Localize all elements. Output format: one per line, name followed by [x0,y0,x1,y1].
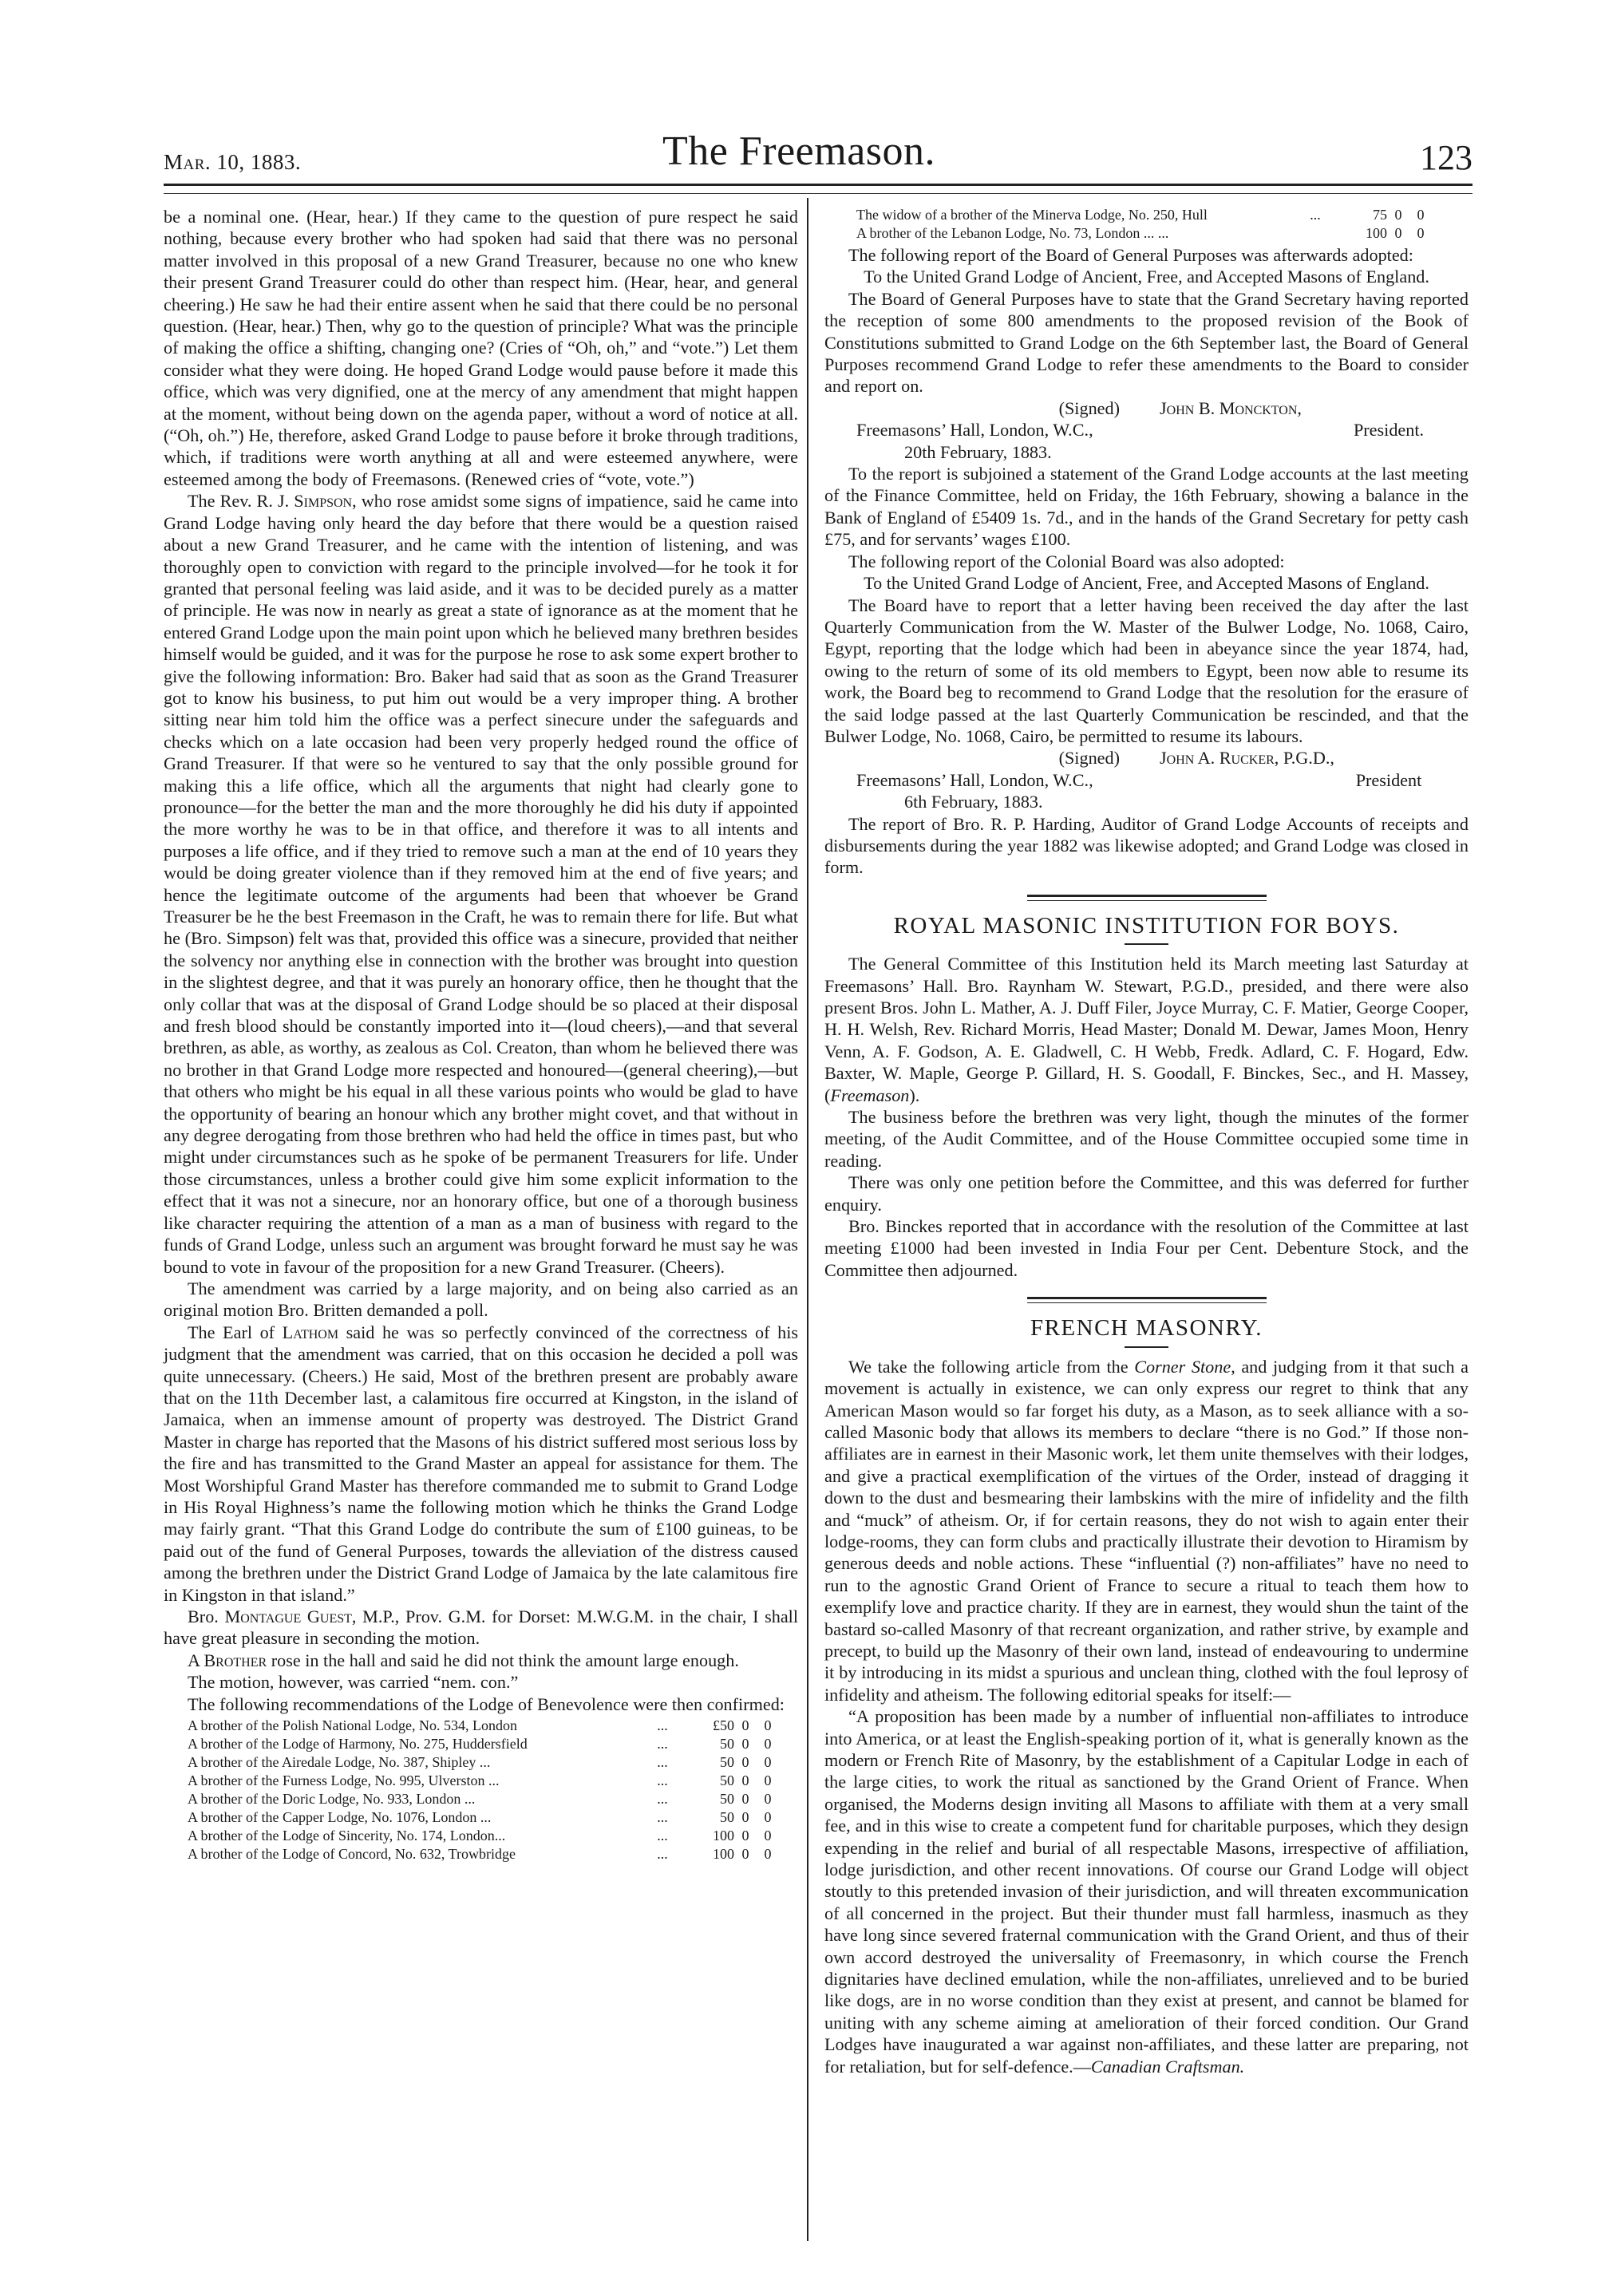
grant-row: A brother of the Airedale Lodge, No. 387, Shipley ... ... 50 0 0 [188,1754,772,1771]
benevolence-grants-list [188,1717,798,1863]
paragraph: We take the following article from the Corner Stone, and judging from it that such a movement is actually in existence, we can only express our regret to think that any American Mason would so far forget his duty, as a Mason, as to seek alliance with a so-called Masonic body that allows its members to declare “there is no God.” If those non-affiliates are in earnest in their Masonic work, let them unite themselves with their lodges, and give a practical exemplification of the virtues of the Order, instead of dragging it down to the dust and besmearing their lambskins with the mire of infidelity and the filth and “muck” of atheism. Or, if for certain reasons, they do not wish to again enter their lodge-rooms, they can form clubs and practically illustrate their devotion to Hiramism by generous deeds and noble actions. These “influential (?) non-affiliates” have no need to run to the agnostic Grand Orient of France to secure a ritual to teach them how to exemplify love and practice charity. If they are in earnest, they would shun the taint of the bastard so-called Masonry of that recreant organization, and rather strive, by example and precept, to build up the Masonry of their own land, instead of endeavouring to undermine it by introducing in its midst a spurious and unclean thing, clothed with the foul leprosy of infidelity and atheism. The following editorial speaks for itself:— [824,1356,1469,1705]
paragraph: There was only one petition before the Committee, and this was deferred for further enquiry. [824,1172,1469,1215]
masthead [164,128,1473,184]
report-address: To the United Grand Lodge of Ancient, Free, and Accepted Masons of England. [864,267,1429,287]
speaker-name: Lathom [282,1322,339,1342]
section-heading-french-masonry: FRENCH MASONRY. [1030,1315,1263,1342]
grant-row: The widow of a brother of the Minerva Lodge, No. 250, Hull ... 75 0 0 [856,207,1425,223]
report-address: To the United Grand Lodge of Ancient, Free, and Accepted Masons of England. [864,573,1429,594]
quoted-editorial: “A proposition has been made by a number of influential non-affiliates to introduce into America, or at least the English-speaking portion of it, what is generally known as the modern or French Rite of Masonry, by the establishment of a Capitular Lodge in each of the large cities, to work the ritual as sanctioned by the Grand Orient of France. When organised, the Moderns design inviting all Masons to affiliate with them at a very small fee, and in this wise to create a competent fund for charitable purposes, which they design expending in the relief and burial of all respectable Masons, irrespective of affiliation, lodge jurisdiction, and other recent innovations. Of course our Grand Lodge will object stoutly to this pretended invasion of their jurisdiction, and will threaten excommunication of all concerned in the project. But their thunder must fall harmless, inasmuch as they have long since severed fraternal communication with the Grand Orient, and thus of their own accord destroyed the universality of Freemasonry, in which course the French dignitaries have declined emulation, while the non-affiliates, unrelieved and to be buried like dogs, are in no worse condition than they exist at present, and cannot be blamed for uniting with any scheme aiming at amelioration of their forced condition. Our Grand Lodges have inaugurated a war against non-affiliates, and these latter are preparing, not for retaliation, but for self-defence.—Canadian Craftsman. [824,1706,1469,2077]
publication-title: The Freemason. [662,128,936,174]
grant-row: A brother of the Lodge of Concord, No. 632, Trowbridge ... 100 0 0 [188,1846,772,1863]
date-line: 20th February, 1883. [904,441,1052,462]
grant-row: A brother of the Doric Lodge, No. 933, London ... ... 50 0 0 [188,1791,772,1808]
grant-row: A brother of the Polish National Lodge, No. 534, London ... £50 0 0 [188,1717,772,1734]
masthead-rule [164,184,1473,186]
grant-row: A brother of the Capper Lodge, No. 1076, London ... ... 50 0 0 [188,1809,772,1826]
signatory-name: John B. Monckton, [1160,397,1302,418]
paragraph-lathom: The Earl of Lathom said he was so perfectly convinced of the correctness of his judgment that the amendment was carried, that on this occasion he decided a poll was quite unnecessary. (Cheers.) He said, Most of the brethren present are probably aware that on the 11th December last, a calamitous fire occurred at Kingston, in the island of Jamaica, when an immense amount of property was destroyed. The District Grand Master in charge has reported that the Masons of his district suffered most serious loss by the fire and has transmitted to the Grand Master an appeal for assistance for them. The Most Worshipful Grand Master has therefore commanded me to submit to Grand Lodge in His Royal Highness’s name the following motion which he thinks the Grand Lodge may fairly grant. “That this Grand Lodge do contribute the sum of £100 guineas, to be paid out of the fund of General Purposes, towards the alleviation of the distress caused among the brethren under the District Grand Lodge of Jamaica by the late calamitous fire in Kingston in that island.” [164,1322,799,1605]
location-line: Freemasons’ Hall, London, W.C., President. [856,420,1425,441]
section-divider [1027,1297,1267,1303]
source-attribution: Canadian Craftsman. [1090,2056,1245,2077]
page-number: 123 [1420,138,1473,177]
paragraph: The General Committee of this Institution held its March meeting last Saturday at Freemasons’ Hall. Bro. Raynham W. Stewart, P.G.D., presided, and there were also present Bros. John L. Mather, A. J. Duff Filer, Joyce Murray, C. F. Matier, George Cooper, H. H. Welsh, Rev. Richard Morris, Head Master; Donald M. Dewar, James Moon, Henry Venn, A. F. Godson, A. E. Gladwell, C. H Webb, Fredk. Adlard, C. F. Hogard, Edw. Baxter, W. Maple, George P. Gillard, H. S. Goodall, F. Binckes, Sec., and H. Massey, (Freemason). [824,954,1469,1105]
speaker-name: Montague Guest [224,1606,352,1626]
paragraph: The following report of the Board of General Purposes was afterwards adopted: [848,245,1413,265]
column-divider [807,198,808,2241]
speaker-name: Simpson [294,491,353,512]
paragraph: The amendment was carried by a large majority, and on being also carried as an original motion Bro. Britten demanded a poll. [164,1278,798,1321]
paragraph-simpson: The Rev. R. J. Simpson, who rose amidst some signs of impatience, said he came into Grand Lodge having only heard the day before that there would be a question raised about a new Grand Treasurer, and he came with the intention of listening, and was thoroughly open to conviction with regard to the principle involved—for he took it for granted that personal feeling was laid aside, and it was to be decided purely as a matter of principle. He was now in nearly as great a state of ignorance as at the moment that he entered Grand Lodge upon the main point upon which he believed many brethren besides himself would be guided, and it was for the purpose he rose to ask some expert brother to give the following information: Bro. Baker had said that as soon as the Grand Treasurer got to know his business, to put him out would be a very improper thing. A brother sitting near him told him the office was a perfect sinecure under the safeguards and checks which on a late occasion had been very properly hedged round the office of Grand Treasurer. If that were so he ventured to say that the only possible ground for making this a life office, which all the arguments that night had clearly gone to pronounce—for the better the man and the more thoroughly he did his duty if appointed the more worthy he was to be in that office, and therefore it was to all intents and purposes a life office, and if they tried to remove such a man at the end of 10 years they would be doing greater violence than if they removed him at the end of five years; and hence the legitimate outcome of the arguments had been that whoever be Grand Treasurer be he the best Freemason in the Craft, he was to remain there for life. But what he (Bro. Simpson) felt was that, provided this office was a sinecure, provided that neither the solvency nor anything else in connection with the brother was brought into question in the slightest degree, and that it was purely an honorary office, then he thought that the only collar that was at the disposal of Grand Lodge should be so placed at their disposal and fresh blood should be constantly imported into it—(loud cheers),—and that several brethren, as able, as worthy, as zealous as Col. Creaton, than whom he believed there was no brother in that Grand Lodge more respected and honoured—(general cheering),—but that others who might be his equal in all these various points who would be glad to have the opportunity of bearing an honour which any brother might covet, and that without in any degree derogating from those brethren who had held the office in times past, but who might under circumstances such as he spoke of be permanent Treasurers for life. Under those circumstances, unless a brother could give him some explicit information to the effect that it was not a sinecure, nor an honorary office, but one of a thorough business like character requiring the attention of a man as a man of business with regard to the funds of Grand Lodge, unless such an argument was brought forward he must say he was bound to vote in favour of the proposition for a new Grand Treasurer. (Cheers). [164,491,798,1277]
paragraph-brother: A Brother rose in the hall and said he did not think the amount large enough. [188,1650,739,1670]
paragraph: The Board have to report that a letter having been received the day after the last Quarterly Communication from the W. Master of the Bulwer Lodge, No. 1068, Cairo, Egypt, reporting that the lodge which had been in abeyance since the year 1874, had, owing to the return of some of its old members to Egypt, been now able to resume its work, the Board beg to recommend to Grand Lodge that the resolution for the erasure of the said lodge passed at the last Quarterly Communication be rescinded, and that the Bulwer Lodge, No. 1068, Cairo, be permitted to resume its labours. [824,595,1469,746]
paragraph: To the report is subjoined a statement of the Grand Lodge accounts at the last meeting of the Finance Committee, held on Friday, the 16th February, showing a balance in the Bank of England of £5409 1s. 7d., and in the hands of the Grand Secretary for petty cash £75, and for servants’ wages £100. [824,464,1469,550]
grant-row: A brother of the Lodge of Harmony, No. 275, Huddersfield ... 50 0 0 [188,1736,772,1753]
benevolence-grants-continued [856,206,1469,243]
paragraph: The motion, however, was carried “nem. con.” [188,1672,519,1693]
paragraph: Bro. Binckes reported that in accordance with the resolution of the Committee at last meeting £1000 had been invested in India Four per Cent. Debenture Stock, and the Committee then adjourned. [824,1216,1469,1280]
location-line: Freemasons’ Hall, London, W.C., President [856,769,1422,790]
paragraph: The business before the brethren was very light, though the minutes of the former meeting, of the Audit Committee, and of the House Committee occupied some time in reading. [824,1107,1469,1171]
right-column [824,206,1469,2077]
paragraph: The following recommendations of the Lodge of Benevolence were then confirmed: [188,1693,785,1714]
date-line: 6th February, 1883. [904,792,1043,812]
signature-line: (Signed) John B. Monckton, [824,397,1469,419]
signatory-name: John A. Rucker, P.G.D., [1160,748,1334,769]
masthead-rule-thin [164,193,1473,194]
section-heading-rmib: ROYAL MASONIC INSTITUTION FOR BOYS. [893,912,1400,939]
section-divider [1027,895,1267,901]
paragraph: The Board of General Purposes have to state that the Grand Secretary having reported the reception of some 800 amendments to the proposed revision of the Book of Constitutions submitted to Grand Lodge on the 6th September last, the Board of General Purposes recommend Grand Lodge to refer these amendments to the Board to consider and report on. [824,288,1469,397]
left-column [164,206,798,1863]
grant-row: A brother of the Lebanon Lodge, No. 73, London ... ... 100 0 0 [856,225,1425,241]
heading-underline [1125,943,1168,945]
paragraph: The following report of the Colonial Board was also adopted: [848,551,1285,571]
issue-date: Mar. 10, 1883. [164,150,302,174]
paragraph-guest: Bro. Montague Guest, M.P., Prov. G.M. for Dorset: M.W.G.M. in the chair, I shall have great pleasure in seconding the motion. [164,1606,799,1649]
signature-line: (Signed) John A. Rucker, P.G.D., [824,747,1469,769]
heading-underline [1125,1346,1168,1348]
paragraph: be a nominal one. (Hear, hear.) If they came to the question of pure respect he said nothing, because every brother who had spoken had said that there was no personal matter involved in this proposal of a new Grand Treasurer, because no one who knew their present Grand Treasurer could do other than respect him. (Hear, hear, and general cheering.) He saw he had their entire assent when he said that there could be no personal question. (Hear, hear.) Then, why go to the question of principle? What was the principle of making the office a shifting, changing one? (Cries of “Oh, oh,” and “vote.”) Let them consider what they were doing. He hoped Grand Lodge would pause before it made this office, which was very dignified, one at the mercy of any amendment that might happen at the moment, without being down on the agenda paper, without a word of notice at all. (“Oh, oh.”) He, therefore, asked Grand Lodge to pause before it broke through traditions, which, if traditions were worth anything at all and were esteemed anywhere, were esteemed among the body of Freemasons. (Renewed cries of “vote, vote.”) [164,207,798,489]
grant-row: A brother of the Lodge of Sincerity, No. 174, London... ... 100 0 0 [188,1828,772,1844]
speaker-name: Brother [204,1650,267,1670]
grant-row: A brother of the Furness Lodge, No. 995, Ulverston ... ... 50 0 0 [188,1772,772,1789]
paragraph: The report of Bro. R. P. Harding, Auditor of Grand Lodge Accounts of receipts and disbursements during the year 1882 was likewise adopted; and Grand Lodge was closed in form. [824,813,1469,878]
